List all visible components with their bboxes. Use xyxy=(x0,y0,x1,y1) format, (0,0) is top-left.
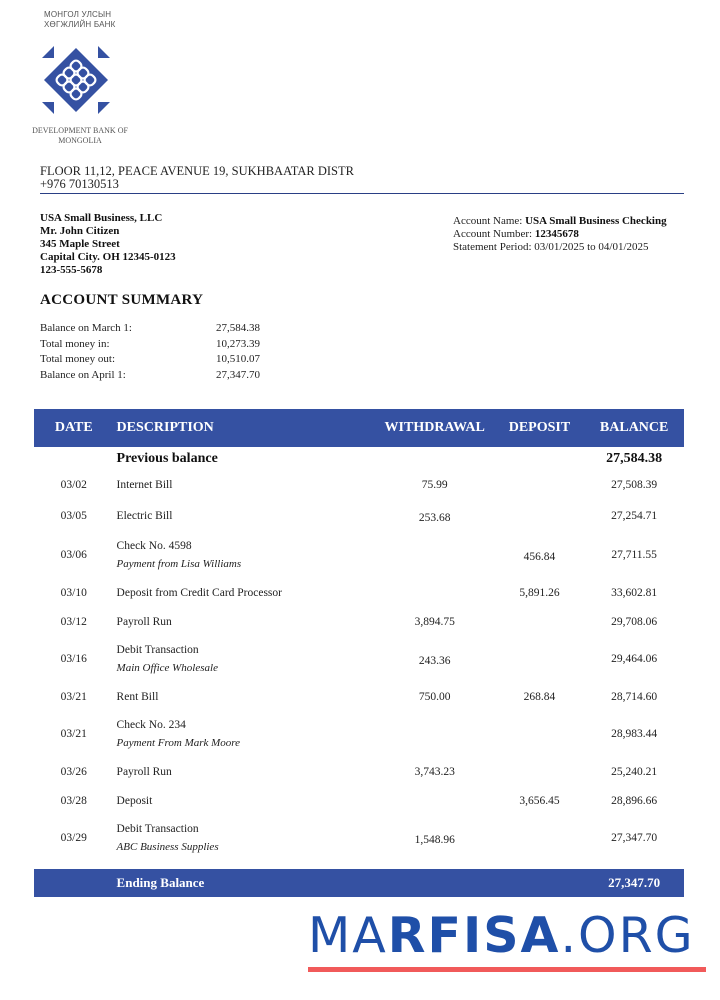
watermark-text-part2: .ORG xyxy=(560,907,695,964)
row-deposit xyxy=(495,711,585,757)
account-info-block xyxy=(453,215,693,254)
table-row xyxy=(34,757,684,786)
summary-label: Total money out: xyxy=(40,353,115,365)
statement-period-line xyxy=(453,241,693,254)
bank-name-en-line1: DEVELOPMENT BANK OF xyxy=(32,126,128,135)
row-withdrawal: 750.00 xyxy=(418,690,451,703)
summary-label: Balance on April 1: xyxy=(40,368,126,381)
bank-name-english xyxy=(30,126,130,146)
table-row xyxy=(34,711,684,757)
previous-balance-label: Previous balance xyxy=(116,450,218,466)
row-description: Rent Bill xyxy=(116,690,159,703)
row-balance: 28,896.66 xyxy=(611,794,658,807)
header-balance: BALANCE xyxy=(584,409,684,447)
row-withdrawal xyxy=(375,578,495,607)
row-withdrawal: 75.99 xyxy=(421,478,448,491)
watermark-text-bold: RFISA xyxy=(387,907,561,964)
account-number-line xyxy=(453,228,693,241)
row-description xyxy=(114,711,375,757)
row-description-sub: Payment From Mark Moore xyxy=(116,737,241,749)
row-balance: 27,254.71 xyxy=(611,509,658,522)
row-deposit xyxy=(495,607,585,636)
row-deposit: 5,891.26 xyxy=(519,586,560,599)
row-balance: 29,464.06 xyxy=(611,653,658,665)
marfisa-watermark xyxy=(308,908,695,964)
row-date: 03/12 xyxy=(60,615,87,628)
summary-value: 10,273.39 xyxy=(216,337,260,350)
row-withdrawal: 253.68 xyxy=(418,511,451,524)
row-date: 03/02 xyxy=(60,478,87,491)
row-withdrawal: 1,548.96 xyxy=(414,834,455,846)
summary-value: 10,510.07 xyxy=(216,353,260,365)
row-date: 03/16 xyxy=(60,653,87,665)
bank-name-mongolian xyxy=(44,10,134,30)
summary-value: 27,347.70 xyxy=(216,368,260,381)
row-date: 03/10 xyxy=(60,586,87,599)
account-number-label: Account Number: xyxy=(453,228,533,240)
account-number-value: 12345678 xyxy=(534,228,579,240)
row-balance: 25,240.21 xyxy=(611,765,658,778)
statement-period-label: Statement Period: xyxy=(453,241,532,253)
previous-balance-value: 27,584.38 xyxy=(606,450,663,466)
row-date: 03/21 xyxy=(60,728,87,740)
row-deposit xyxy=(495,757,585,786)
table-row xyxy=(34,607,684,636)
row-description: Internet Bill xyxy=(116,478,173,491)
row-withdrawal: 3,743.23 xyxy=(414,765,455,778)
row-balance: 29,708.06 xyxy=(611,615,658,628)
account-name-label: Account Name: xyxy=(453,215,523,227)
row-deposit xyxy=(495,470,585,499)
row-deposit: 456.84 xyxy=(523,551,556,563)
row-withdrawal: 243.36 xyxy=(418,655,451,667)
table-row xyxy=(34,682,684,711)
account-name-line xyxy=(453,215,693,228)
row-deposit xyxy=(495,815,585,861)
header-divider xyxy=(40,193,684,194)
row-date: 03/28 xyxy=(60,794,87,807)
row-description xyxy=(114,636,375,682)
table-row xyxy=(34,636,684,682)
header-deposit: DEPOSIT xyxy=(495,409,585,447)
row-date: 03/05 xyxy=(60,509,87,522)
summary-value: 27,584.38 xyxy=(216,322,260,334)
row-description-main: Check No. 234 xyxy=(116,719,186,731)
ending-balance-label: Ending Balance xyxy=(114,869,375,897)
row-description: Payroll Run xyxy=(116,615,172,628)
bank-address xyxy=(40,165,354,191)
endless-knot-icon xyxy=(40,44,112,116)
row-withdrawal xyxy=(375,532,495,578)
table-row xyxy=(34,786,684,815)
row-balance: 27,508.39 xyxy=(611,478,658,491)
row-deposit: 268.84 xyxy=(523,690,556,703)
watermark-text-part1: MA xyxy=(308,907,388,964)
summary-label: Total money in: xyxy=(40,337,110,350)
row-withdrawal xyxy=(375,711,495,757)
row-description-main: Check No. 4598 xyxy=(116,540,192,552)
summary-row xyxy=(40,337,270,353)
account-summary xyxy=(40,321,270,383)
previous-balance-row xyxy=(34,447,684,470)
bank-address-line: FLOOR 11,12, PEACE AVENUE 19, SUKHBAATAR DISTR xyxy=(40,164,354,178)
watermark-underline xyxy=(308,967,706,972)
ending-balance-row xyxy=(34,869,684,897)
bank-phone: +976 70130513 xyxy=(40,177,119,191)
customer-phone: 123-555-5678 xyxy=(40,264,103,276)
row-description-sub: ABC Business Supplies xyxy=(116,841,219,853)
row-description: Payroll Run xyxy=(116,765,172,778)
row-balance: 28,714.60 xyxy=(611,690,658,703)
table-row xyxy=(34,532,684,578)
row-description: Deposit from Credit Card Processor xyxy=(116,586,282,599)
bank-name-en-line2: MONGOLIA xyxy=(58,136,102,145)
row-description-main: Debit Transaction xyxy=(116,644,199,656)
row-description xyxy=(114,815,375,861)
row-withdrawal: 3,894.75 xyxy=(414,615,455,628)
transactions-table xyxy=(34,409,684,897)
bank-name-mn-line2: ХӨГЖЛИЙН БАНК xyxy=(44,20,116,29)
customer-street: 345 Maple Street xyxy=(40,238,120,250)
row-balance: 27,347.70 xyxy=(611,832,658,844)
row-date: 03/21 xyxy=(60,690,87,703)
customer-address-block xyxy=(40,212,176,277)
header-date: DATE xyxy=(34,409,114,447)
header-withdrawal: WITHDRAWAL xyxy=(375,409,495,447)
row-description: Deposit xyxy=(116,794,153,807)
row-description-main: Debit Transaction xyxy=(116,823,199,835)
summary-row xyxy=(40,321,270,337)
table-row xyxy=(34,470,684,499)
summary-label: Balance on March 1: xyxy=(40,322,132,334)
ending-balance-value: 27,347.70 xyxy=(584,869,684,897)
row-description-sub: Payment from Lisa Williams xyxy=(116,558,242,570)
row-description-sub: Main Office Wholesale xyxy=(116,662,218,674)
table-row xyxy=(34,815,684,861)
row-deposit: 3,656.45 xyxy=(519,794,560,807)
customer-city: Capital City. OH 12345-0123 xyxy=(40,251,176,263)
bank-name-mn-line1: МОНГОЛ УЛСЫН xyxy=(44,10,112,19)
header-description: DESCRIPTION xyxy=(114,409,375,447)
table-row xyxy=(34,578,684,607)
account-name-value: USA Small Business Checking xyxy=(525,215,667,227)
table-row xyxy=(34,499,684,532)
row-withdrawal xyxy=(375,786,495,815)
row-balance: 27,711.55 xyxy=(611,549,657,561)
summary-row xyxy=(40,352,270,368)
row-date: 03/29 xyxy=(60,832,87,844)
customer-company: USA Small Business, LLC xyxy=(40,212,163,224)
statement-period-value: 03/01/2025 to 04/01/2025 xyxy=(534,241,649,253)
row-deposit xyxy=(495,636,585,682)
row-date: 03/06 xyxy=(60,549,87,561)
row-date: 03/26 xyxy=(60,765,87,778)
account-summary-title: ACCOUNT SUMMARY xyxy=(40,292,204,308)
table-header-row xyxy=(34,409,684,447)
summary-row xyxy=(40,368,270,384)
customer-contact: Mr. John Citizen xyxy=(40,225,120,237)
row-deposit xyxy=(495,499,585,532)
row-description: Electric Bill xyxy=(116,509,173,522)
row-balance: 33,602.81 xyxy=(611,586,658,599)
row-description xyxy=(114,532,375,578)
row-balance: 28,983.44 xyxy=(611,728,658,740)
